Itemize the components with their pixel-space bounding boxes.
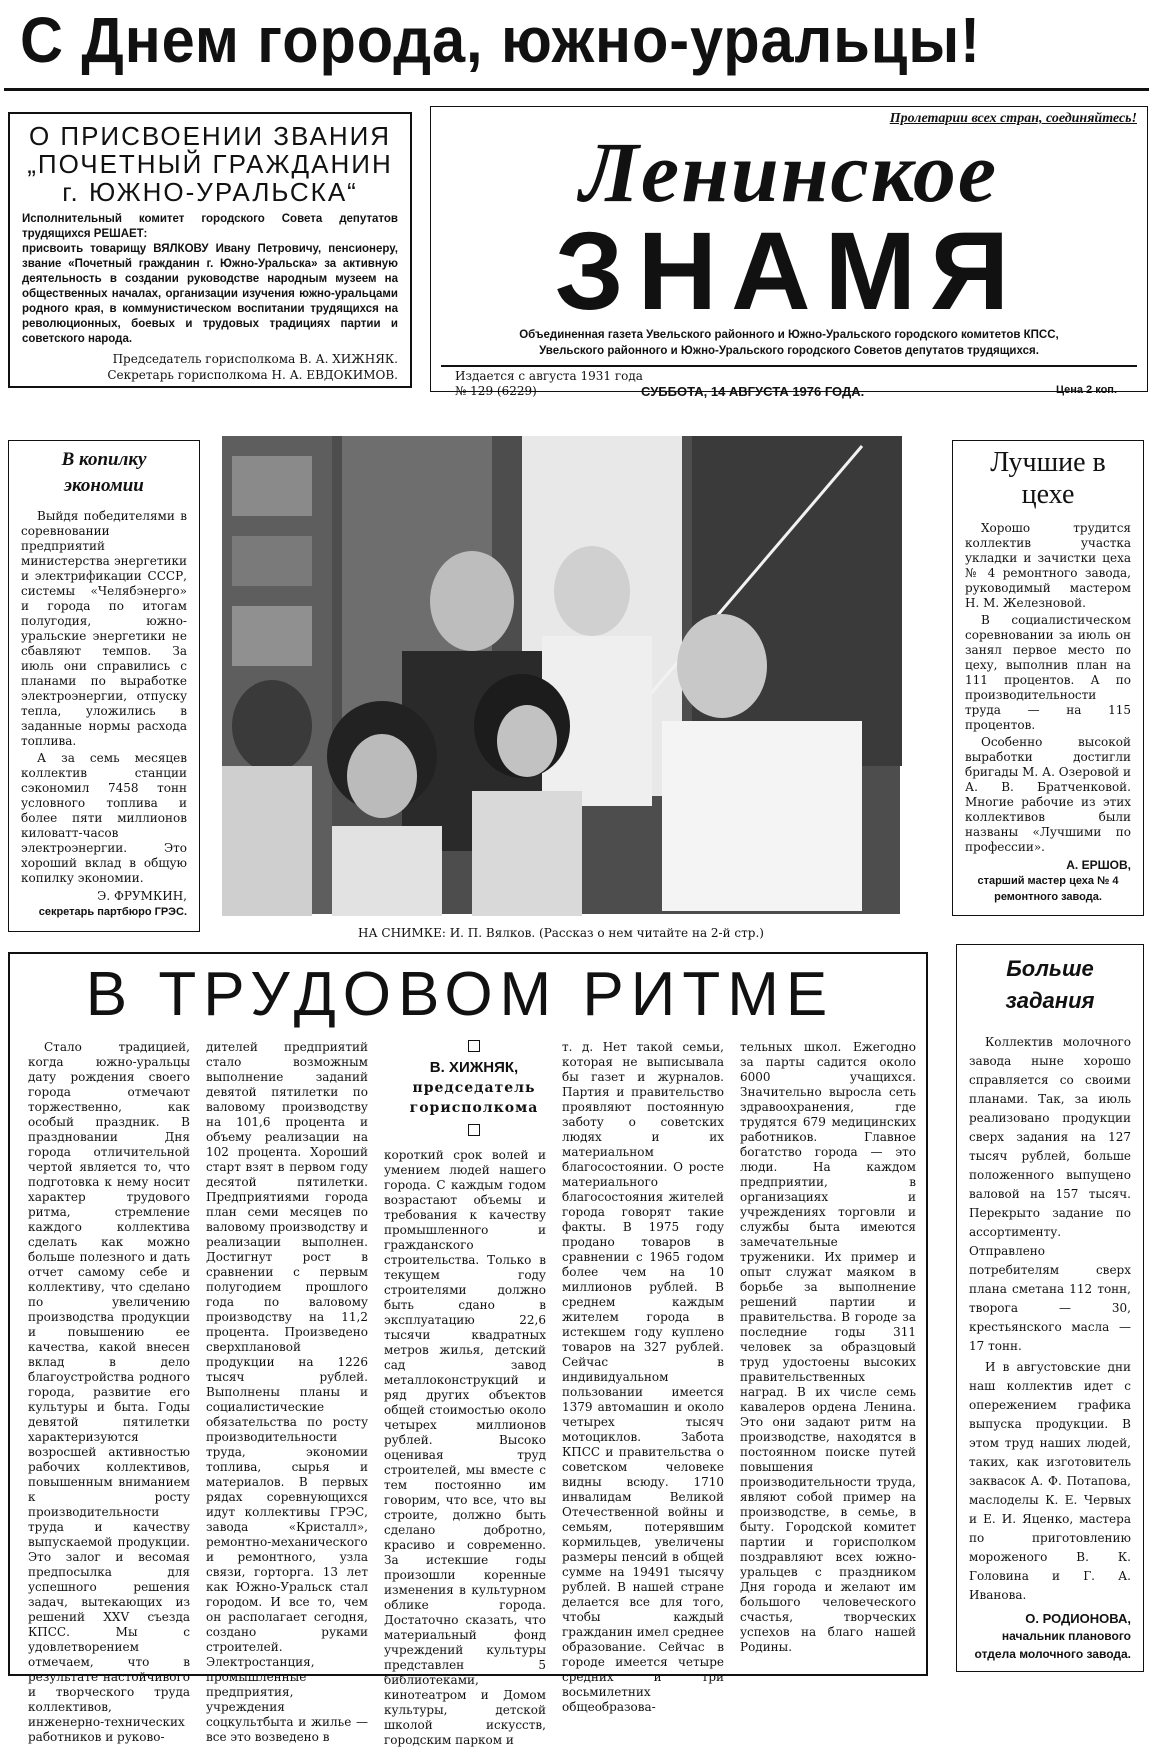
- decree-body: присвоить товарищу ВЯЛКОВУ Ивану Петровичу, пенсионеру, звание «Почетный гражданин г. Южно-Уральска» за активную деятельность в создании руководстве народным музеем на общественных началах, организации изучения южно-уральцами родного края, в коммунистическом воспитании трудящихся на революционных, боевых и трудовых традициях партии и советского народа.: [22, 243, 398, 345]
- masthead: [430, 106, 1148, 399]
- left-article-p1: Выйдя победителями в соревновании предприятий министерства энергетики и электрификации СССР, системы «Челябэнерго» и города по итогам полугодия, южно-уральские энергетики не сбавляют темпов. За июль они справились с планами по выработке электроэнергии, отпуску тепла, уложились в заданные нормы расхода топлива.: [21, 509, 187, 748]
- main-column-4: [562, 1040, 724, 1714]
- right-article-box: [952, 440, 1144, 916]
- right-article-author-role: старший мастер цеха № 4 ремонтного завода.: [977, 875, 1119, 903]
- right-article-title: Лучшие в цехе: [990, 447, 1106, 510]
- bottom-right-p1: Коллектив молочного завода ныне хорошо справляется со своими планами. Так, за июль реализовано продукции сверх задания на 127 тысяч рублей, больше положенного выпущено валовой на 157 тысяч. Перекрыто задание по ассортименту. Отправлено потребителям сверх плана сметана 112 тонн, творога — 30, крестьянского масла — 17 тонн.: [969, 1035, 1131, 1353]
- main-column-4-text: т. д. Нет такой семьи, которая не выписывала бы газет и журналов. Партия и правительство проявляют постоянную заботу о советских людях и их материальном благосостоянии. О росте материального благосостояния жителей города говорят такие факты. В 1975 году продано товаров в сравнении с 1965 годом более чем на 10 миллионов рублей. В среднем каждым жителем города в истекшем году куплено товаров на 327 рублей. Сейчас в индивидуальном пользовании имеется 1379 автомашин и около четырех тысяч мотоциклов. Забота КПСС и правительства о советском человеке видны всюду. 1710 инвалидам Великой Отечественной войны и семьям, потерявшим кормильцев, увеличены размеры пенсий в общей сумме на 19491 тысячу рублей. В нашей стране делается все для того, чтобы каждый гражданин имел среднее образование. Сейчас в городе имеется четыре средних и три восьмилетних общеобразова-: [562, 1040, 724, 1714]
- masthead-name-znamya: ЗНАМЯ: [554, 210, 1024, 333]
- main-article-title: В ТРУДОВОМ РИТМЕ: [85, 960, 835, 1029]
- masthead-price: Цена 2 коп.: [1055, 384, 1117, 396]
- left-article-author: Э. ФРУМКИН,: [97, 889, 187, 903]
- left-article-box: [8, 440, 200, 932]
- masthead-subtitle-2: Увельского районного и Южно-Уральского городского Советов депутатов трудящихся.: [539, 345, 1039, 357]
- bottom-right-article-box: [956, 944, 1144, 1672]
- left-article-author-role: секретарь партбюро ГРЭС.: [38, 906, 187, 918]
- main-column-3-text: короткий срок волей и умением людей нашего города. С каждым годом возрастают объемы и требования к качеству промышленного и гражданского строительства. Только в текущем году строителями должно быть сдано в эксплуатацию 22,6 тысячи квадратных метров жилья, детский сад завод металлоконструкций и ряд других объектов общей стоимостью около четырех миллионов рублей. Высоко оценивая труд строителей, мы вместе с тем постоянно им говорим, что все, что вы строите, должно быть сделано добротно, красиво и современно. За истекшие годы произошли коренные изменения в культурном облике города. Достаточно сказать, что материальный фонд учреждений культуры представлен 5 библиотеками, кинотеатром и Домом культуры, детской школой искусств, городским парком и: [384, 1148, 546, 1747]
- photo-caption: НА СНИМКЕ: И. П. Вялков. (Рассказ о нем читайте на 2-й стр.): [358, 926, 764, 940]
- left-article-title: В копилку экономии: [61, 449, 147, 496]
- main-author-role: председатель горисполкома: [409, 1080, 539, 1116]
- main-author-name: В. ХИЖНЯК,: [429, 1059, 519, 1076]
- masthead-since: Издается с августа 1931 года: [455, 369, 643, 383]
- decree-title-1: О ПРИСВОЕНИИ ЗВАНИЯ: [28, 121, 392, 151]
- right-article-p2: В социалистическом соревновании за июль он занял первое место по цеху, выполнив план на 111 процентов. А по производительности труда — на 115 процентов.: [965, 613, 1131, 732]
- masthead-issue: № 129 (6229): [455, 384, 537, 398]
- right-article-author: А. ЕРШОВ,: [1066, 858, 1131, 872]
- bottom-right-author: О. РОДИОНОВА,: [1025, 1611, 1131, 1626]
- main-column-1-text: Стало традицией, когда южно-уральцы дату рождения своего города отмечают торжественно, как особый праздник. В праздновании Дня города отличительной чертой является то, что подготовка к нему носит характер трудового ритма, стремление каждого коллектива сделать как можно больше полезного и дать отчет самому себе и коллективу, что сделано по увеличению производства продукции и повышению ее качества, какой внесен вклад в дело благоустройства родного города, развитие его культуры и быта. Годы девятой пятилетки характеризуются возросшей активностью рабочих коллективов, повышенным вниманием к росту производительности труда и качеству выпускаемой продукции. Это залог и весомая предпосылка для успешного решения задач, вытекающих из решений XXV съезда КПСС. Мы с удовлетворением отмечаем, что в результате настойчивого и творческого труда коллективов, инженерно-технических работников и руково-: [28, 1040, 190, 1744]
- main-column-5: [740, 1040, 916, 1672]
- main-column-2-text: дителей предприятий стало возможным выполнение заданий девятой пятилетки по валовому производству на 101,6 процента и объему реализации на 102 процента. Хороший старт взят в первом году десятой пятилетки. Предприятиями города план семи месяцев по валовому производству и реализации выполнен. Достигнут рост в сравнении с первым полугодием прошлого года по валовому производству на 11,2 процента. Произведено сверхплановой продукции на 1226 тысяч рублей. Выполнены планы и социалистические обязательства по росту производительности труда, экономии топлива, сырья и материалов. В первых рядах соревнующихся идут коллективы ГРЭС, завода «Кристалл», ремонтно-механического и ремонтного, узла связи, горторга. 13 лет как Южно-Уральск стал городом. И все то, чем он располагает сегодня, создано руками строителей. Электростанция, промышленные предприятия, учреждения соцкультбыта и жилье — все это возведено в: [206, 1040, 368, 1744]
- decree-sign-chairman: Председатель горисполкома В. А. ХИЖНЯК.: [112, 352, 398, 366]
- right-article-body: [965, 521, 1131, 855]
- masthead-name-leninskoe: Ленинское: [579, 124, 999, 220]
- decree-box: [8, 112, 412, 388]
- main-column-1: [28, 1040, 190, 1744]
- right-article-p1: Хорошо трудится коллектив участка укладки и зачистки цеха № 4 ремонтного завода, руководимый мастером Н. М. Железновой.: [965, 521, 1131, 610]
- bottom-right-title: Больше задания: [1005, 956, 1095, 1013]
- left-article-p2: А за семь месяцев коллектив станции сэкономил 7458 тонн условного топлива и более пяти миллионов киловатт-часов электроэнергии. Это хороший вклад в общую копилку экономии.: [21, 751, 187, 885]
- main-column-2: [206, 1040, 368, 1744]
- decree-title-2: „ПОЧЕТНЫЙ ГРАЖДАНИН: [27, 149, 393, 179]
- main-column-3: [384, 1148, 546, 1747]
- photo-illustration: [222, 436, 900, 914]
- main-author-block: [384, 1040, 564, 1144]
- front-headline: С Днем города, южно-уральцы!: [20, 4, 981, 76]
- bottom-right-body: [969, 1033, 1131, 1605]
- left-article-body: [21, 509, 187, 886]
- bottom-right-p2: И в августовские дни наш коллектив идет с опережением графика выпуска продукции. В этом труд наших людей, таких, как изготовитель заквасок А. Ф. Потапова, маслоделы К. Е. Червых и Е. И. Яценко, мастера по приготовлению мороженого В. К. Головина и Г. А. Иванова.: [969, 1360, 1131, 1602]
- front-photo: [222, 436, 900, 914]
- author-marker-top: [468, 1040, 480, 1052]
- masthead-slogan: Пролетарии всех стран, соединяйтесь!: [889, 111, 1137, 126]
- author-marker-bottom: [468, 1124, 480, 1136]
- headline-rule: [4, 88, 1149, 91]
- main-column-5-text: тельных школ. Ежегодно за парты садится около 6000 учащихся. Значительно выросла сеть здравоохранения, где трудятся 679 медицинских работников. Главное богатство города — это люди. На каждом предприятии, в организациях и учреждениях торговли и службы быта имеются замечательные труженики. Их пример и опыт служат маяком в борьбе за выполнение решений партии и правительства. В городе за последние годы 311 человек за образцовый труд удостоены высоких правительственных наград. В их числе семь кавалеров ордена Ленина. Это они задают ритм на производстве, находятся в постоянном поиске путей повышения производительности труда, являют собой пример на производстве, в семье, в быту. Городской комитет партии и горисполком поздравляют всех южно-уральцев с праздником Дня города и желают им большого человеческого счастья, творческих успехов на благо нашей Родины.: [740, 1040, 916, 1654]
- bottom-right-author-role: начальник планового отдела молочного завода.: [974, 1629, 1131, 1661]
- decree-intro: Исполнительный комитет городского Совета депутатов трудящихся РЕШАЕТ:: [22, 213, 398, 240]
- right-article-p3: Особенно высокой выработки достигли бригады М. А. Озеровой и А. В. Братченковой. Многие рабочие из этих коллективов были названы «Лучшими по профессии».: [965, 735, 1131, 854]
- masthead-subtitle-1: Объединенная газета Увельского районного и Южно-Уральского городского комитетов КПСС,: [519, 329, 1059, 341]
- decree-title-3: г. ЮЖНО-УРАЛЬСКА“: [62, 177, 358, 207]
- decree-sign-secretary: Секретарь горисполкома Н. А. ЕВДОКИМОВ.: [107, 368, 398, 382]
- masthead-date: СУББОТА, 14 АВГУСТА 1976 ГОДА.: [641, 384, 865, 399]
